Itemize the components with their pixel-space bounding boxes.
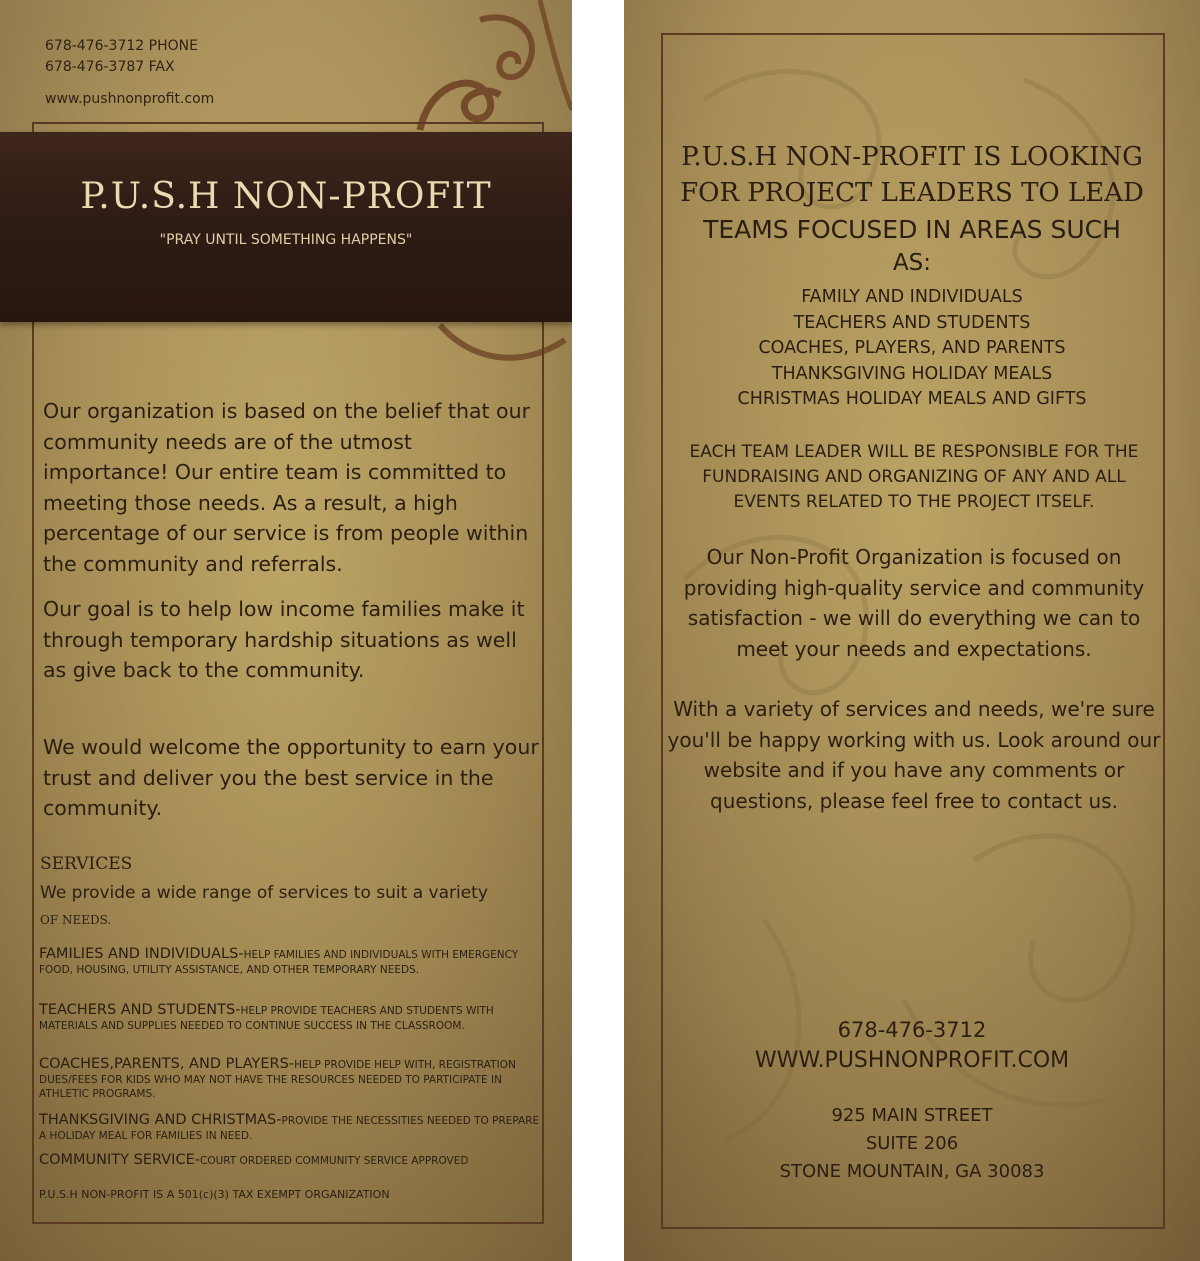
service-heading: TEACHERS AND STUDENTS-: [39, 1002, 241, 1018]
list-item: THANKSGIVING HOLIDAY MEALS: [771, 363, 1053, 384]
services-intro: [40, 880, 540, 933]
list-item: CHRISTMAS HOLIDAY MEALS AND GIFTS: [737, 389, 1087, 410]
tagline: "PRAY UNTIL SOMETHING HAPPENS": [159, 232, 413, 248]
service-description: HELP FAMILIES AND INDIVIDUALS WITH EMERGENCY FOOD, HOUSING, UTILITY ASSISTANCE, AND OTHER TEMPORARY NEEDS.: [39, 949, 519, 976]
tax-exempt-note: P.U.S.H NON-PROFIT IS A 501(c)(3) TAX EXEMPT ORGANIZATION: [39, 1188, 390, 1201]
organization-title: P.U.S.H NON-PROFIT: [80, 176, 492, 217]
recruiting-heading-line-1: P.U.S.H NON-PROFIT IS LOOKING: [681, 142, 1143, 172]
service-heading: THANKSGIVING AND CHRISTMAS-: [39, 1112, 282, 1128]
address-suite: SUITE 206: [865, 1133, 959, 1154]
list-item: TEACHERS AND STUDENTS: [793, 312, 1031, 333]
service-heading: FAMILIES AND INDIVIDUALS-: [39, 946, 244, 962]
service-description: HELP PROVIDE TEACHERS AND STUDENTS WITH MATERIALS AND SUPPLIES NEEDED TO CONTINUE SUCCESS IN THE CLASSROOM.: [39, 1005, 494, 1032]
services-intro-end: OF NEEDS.: [40, 913, 112, 927]
fax-number: 678-476-3787 FAX: [45, 59, 175, 75]
service-item: [39, 1003, 541, 1033]
service-description: COURT ORDERED COMMUNITY SERVICE APPROVED: [199, 1155, 469, 1167]
services-intro-text: We provide a wide range of services to suit a variety: [40, 883, 488, 903]
list-item: COACHES, PLAYERS, AND PARENTS: [758, 338, 1066, 359]
services-heading: SERVICES: [40, 854, 133, 874]
list-item: FAMILY AND INDIVIDUALS: [801, 287, 1023, 307]
service-heading: COACHES,PARENTS, AND PLAYERS-: [39, 1056, 295, 1072]
service-item: [39, 1113, 541, 1143]
flourish-ornament: [400, 0, 572, 140]
flyer-front: [0, 0, 572, 1261]
website-link[interactable]: www.pushnonprofit.com: [45, 91, 215, 107]
recruiting-heading-line-4: AS:: [892, 250, 932, 276]
recruiting-heading-line-3: TEAMS FOCUSED IN AREAS SUCH: [703, 215, 1121, 244]
phone-number: 678-476-3712 PHONE: [45, 38, 198, 54]
website-link[interactable]: WWW.PUSHNONPROFIT.COM: [754, 1048, 1070, 1073]
focus-areas-list: [624, 285, 1200, 413]
title-banner: [0, 132, 572, 322]
service-item: [39, 947, 541, 977]
focus-paragraph: Our Non-Profit Organization is focused on providing high-quality service and community satisfaction - we will do everything we can to meet your needs and expectations.: [683, 545, 1145, 661]
goal-paragraph: Our goal is to help low income families make it through temporary hardship situations as well as give back to the community.: [43, 597, 525, 683]
address-street: 925 MAIN STREET: [831, 1105, 993, 1126]
mission-paragraph: Our organization is based on the belief that our community needs are of the utmost importance! Our entire team is committed to meeting those needs. As a result, a high percentage of our service is from people within the community and referrals.: [43, 399, 531, 576]
service-item: [39, 1057, 541, 1102]
service-heading: COMMUNITY SERVICE-: [39, 1152, 200, 1168]
recruiting-heading-line-2: FOR PROJECT LEADERS TO LEAD: [680, 178, 1144, 208]
service-description: HELP PROVIDE HELP WITH, REGISTRATION DUES/FEES FOR KIDS WHO MAY NOT HAVE THE RESOURCES NEEDED TO PARTICIPATE IN ATHLETIC PROGRAMS.: [39, 1059, 516, 1100]
address-city: STONE MOUNTAIN, GA 30083: [779, 1161, 1045, 1182]
phone-number: 678-476-3712: [837, 1018, 987, 1042]
service-description: PROVIDE THE NECESSITIES NEEDED TO PREPARE A HOLIDAY MEAL FOR FAMILIES IN NEED.: [39, 1115, 540, 1142]
welcome-paragraph: We would welcome the opportunity to earn your trust and deliver you the best service in the community.: [43, 735, 539, 821]
flyer-back: [624, 0, 1200, 1261]
service-item: [39, 1153, 541, 1169]
variety-paragraph: With a variety of services and needs, we're sure you'll be happy working with us. Look around our website and if you have any comments or questions, please feel free to contact us.: [667, 697, 1161, 813]
responsibility-text: EACH TEAM LEADER WILL BE RESPONSIBLE FOR THE FUNDRAISING AND ORGANIZING OF ANY AND ALL EVENTS RELATED TO THE PROJECT ITSELF.: [689, 442, 1139, 512]
